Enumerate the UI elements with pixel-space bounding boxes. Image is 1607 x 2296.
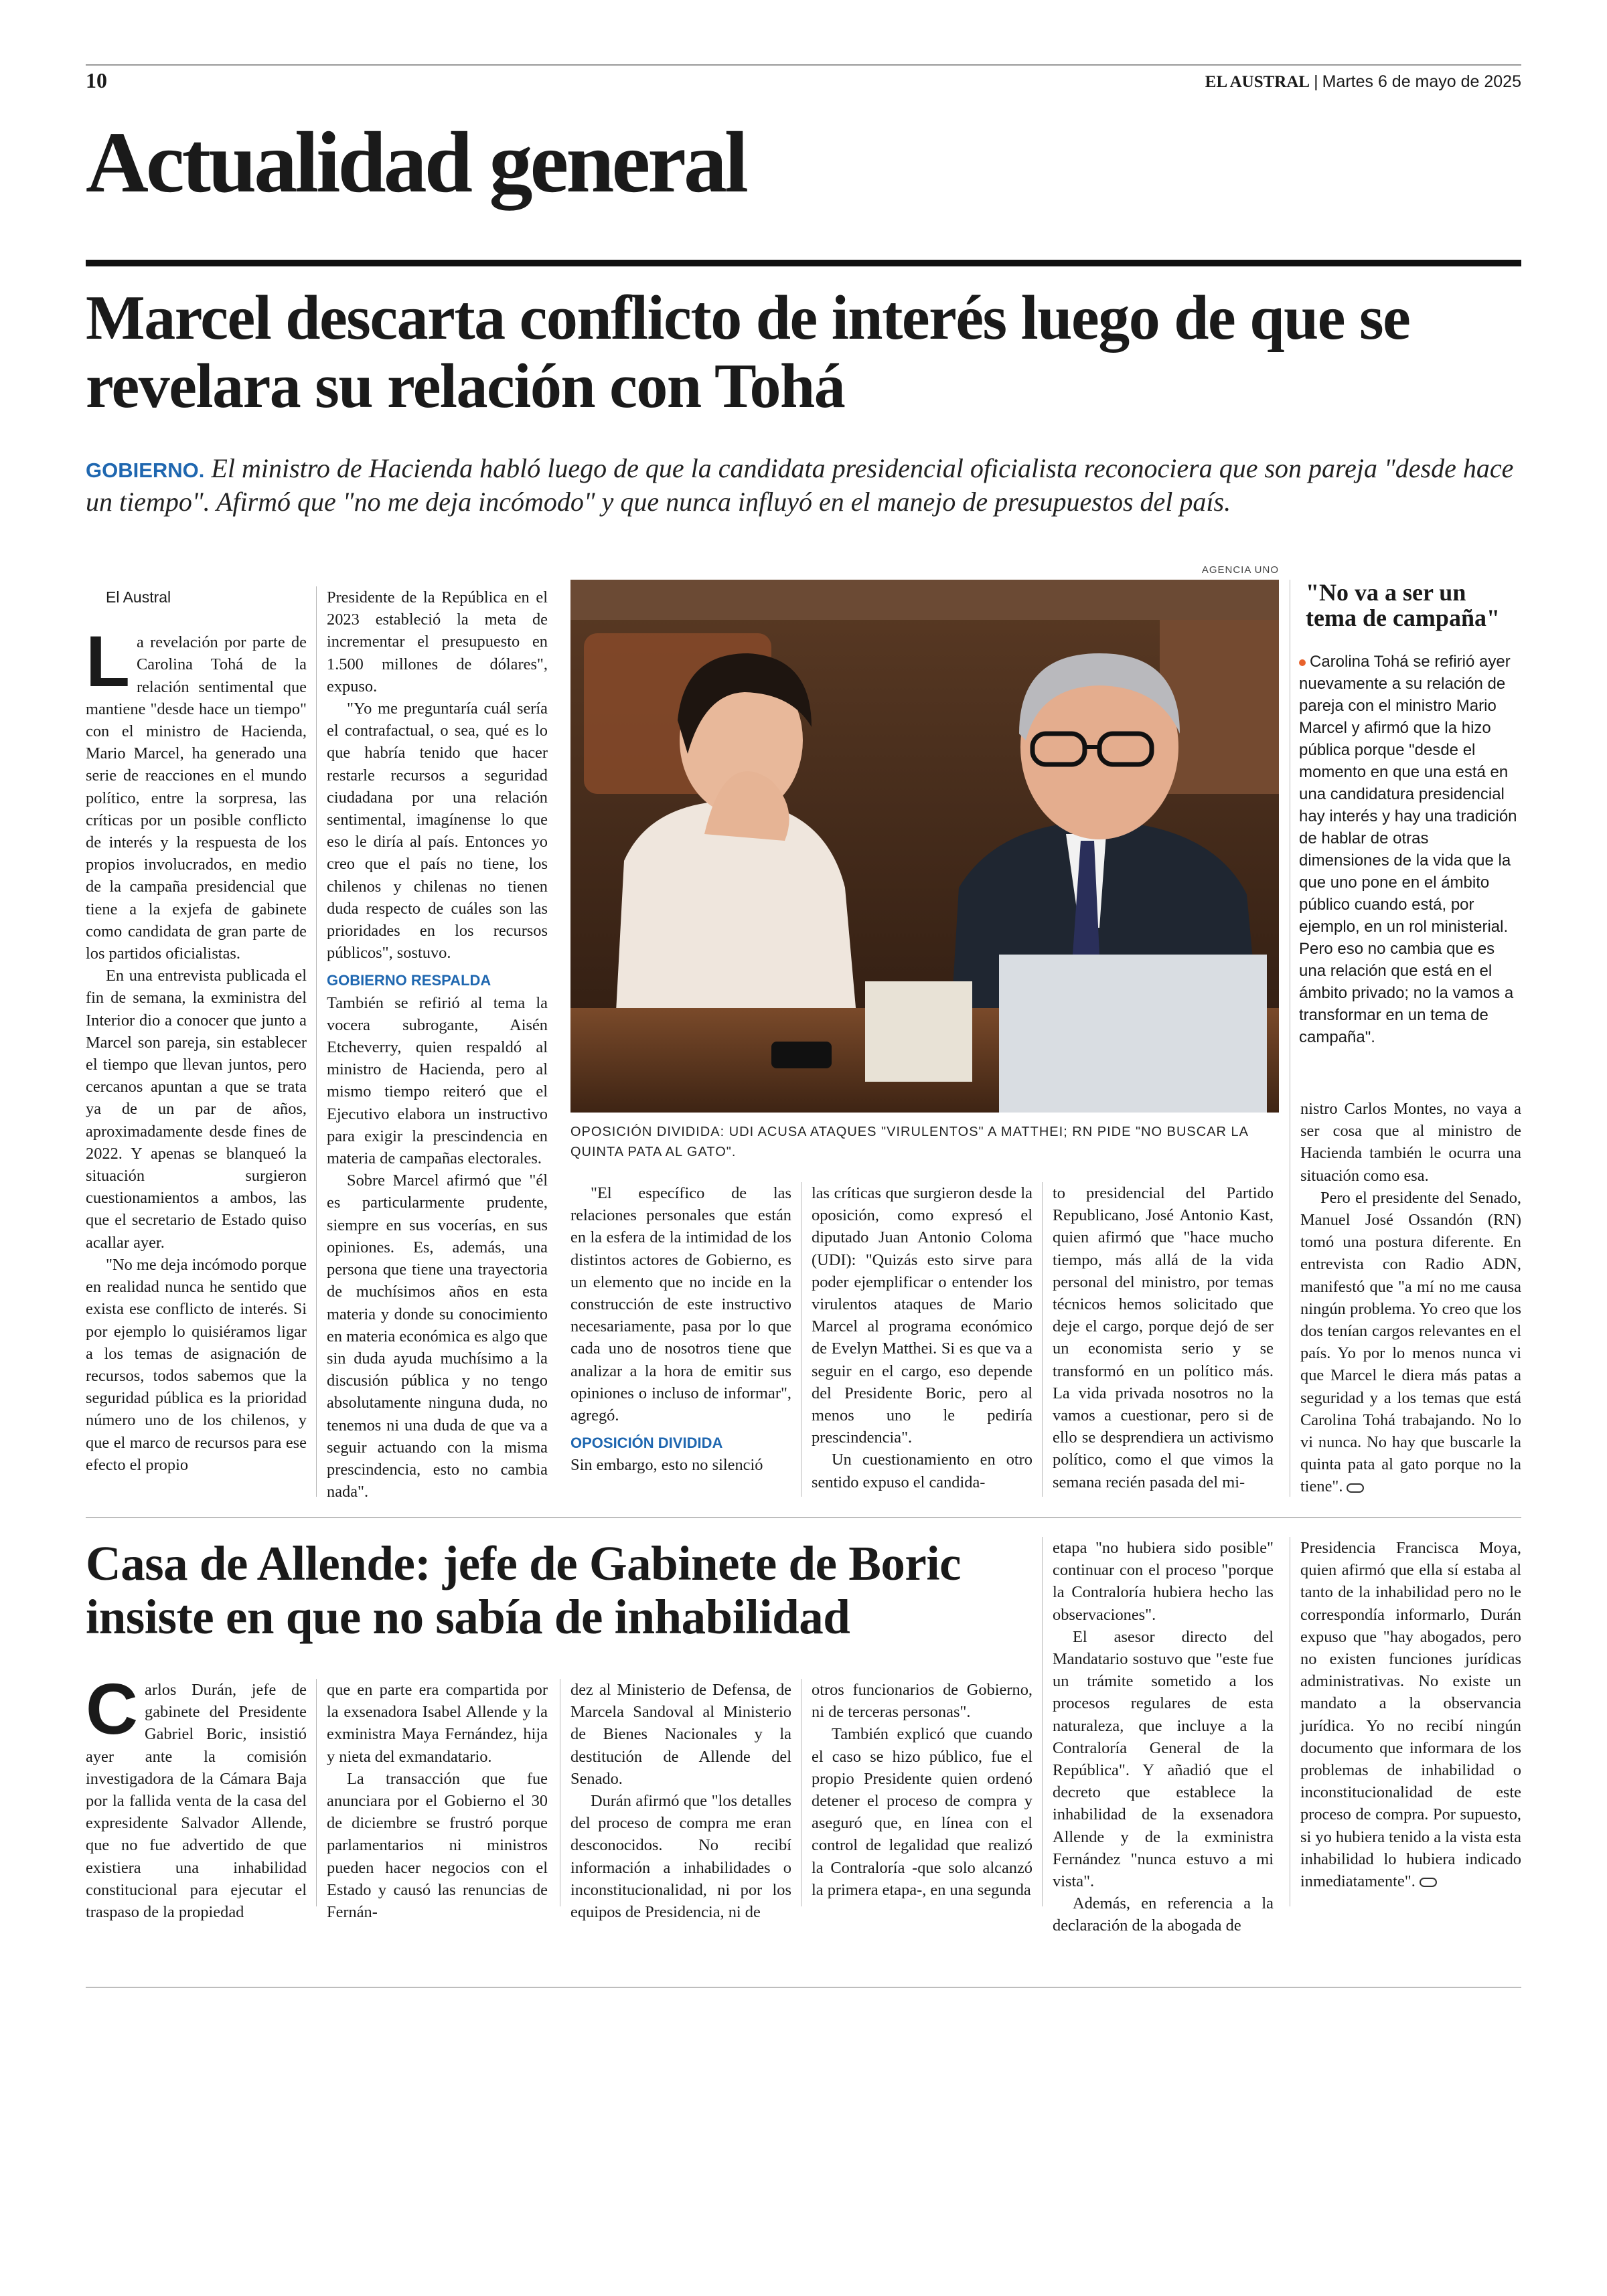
paragraph: Además, en referencia a la declaración de la abogada de [1053,1894,1274,1935]
drop-cap: C [86,1668,138,1749]
paragraph: La revelación por parte de Carolina Tohá de la relación sentimental que mantiene "desde hace un tiempo" con el ministro de Hacienda, Mario Marcel, ha generado una serie de reacciones en el mundo político, entre la sorpresa, las críticas por un posible conflicto de interés y la respuesta de los propios involucrados, en medio de la campaña presidencial que tiene a la exjefa de gabinete como candidata de gran parte de los partidos oficialistas. [86,621,307,963]
column-rule [316,1679,317,1906]
paragraph: "Yo me preguntaría cuál sería el contrafactual, o sea, qué es lo que habría tenido que hacer restarle recursos a seguridad ciudadana por una relación sentimental, imagínense lo que eso le diría al país. Entonces yo creo que el país no tiene, los chilenos y chilenas no tienen duda respecto de cuáles son las prioridades en los recursos públicos", sostuvo. [327,700,548,963]
column-rule [1042,1182,1043,1497]
issue-date: Martes 6 de mayo de 2025 [1322,72,1521,91]
paragraph: Carlos Durán, jefe de gabinete del Presidente Gabriel Boric, insistió ayer ante la comisión investigadora de la Cámara Baja por la fallida venta de la casa del expresidente Salvador Allende, que no fue advertido de que existiera una inhabilidad constitucional para ejecutar el traspaso de la propiedad [86,1668,307,1922]
photo-caption: OPOSICIÓN DIVIDIDA: UDI ACUSA ATAQUES "VIRULENTOS" A MATTHEI; RN PIDE "NO BUSCAR LA QUINTA PATA AL GATO". [570,1125,1248,1159]
photo-marcel-toha [570,580,1279,1113]
paragraph: Sin embargo, esto no silenció [570,1456,763,1475]
column-rule [1042,1537,1043,1906]
drop-cap: L [86,621,130,702]
bottom-rule [86,1987,1521,1988]
paragraph: Un cuestionamiento en otro sentido expuso el candida- [812,1451,1032,1491]
paragraph: Presidencia Francisca Moya, quien afirmó que ella sí estaba al tanto de la inhabilidad pero no le correspondía informarlo, Durán expuso que "hay abogados, pero no existen funciones jurídicas administrativas. No existe un mandato a la observancia jurídica. Yo no recibí ningún documento que informara de los problemas de inhabilidad o inconstitucionalidad de este proceso de compra. Por supuesto, si yo hubiera tenido a la vista esta inhabilidad lo hubiera indicado inmediatamente". [1300,1539,1521,1891]
article1-column-5 [1053,1182,1274,1493]
article1-column-3 [570,1182,791,1477]
paragraph: También se refirió al tema la vocera subrogante, Aisén Etcheverry, quien respaldó al ministro de Hacienda, pero al mismo tiempo reiteró que el Ejecutivo elabora un instructivo para exigir la prescindencia en materia de campañas electorales. [327,993,548,1168]
paragraph: Pero el presidente del Senado, Manuel José Ossandón (RN) tomó una postura diferente. En entrevista con Radio ADN, manifestó que "a mí no me causa ningún problema. Yo creo que los dos tenían cargos relevantes en el país. Yo por lo menos nunca vi que Marcel le diera más patas a seguridad y a los temas que está Carolina Tohá trabajando. No lo vi nunca. No hay que buscarle la quinta pata al gato porque no la tiene". [1300,1188,1521,1496]
article-divider [86,1517,1521,1518]
paragraph: El asesor directo del Mandatario sostuvo que "este fue un trámite sometido a los procesos regulares de esta naturaleza, que incluye a la Contraloría General de la República". Y añadió que el decreto que establece la inhabilidad de la exsenadora Allende y de la exministra Fernández "nunca estuvo a mi vista". [1053,1627,1274,1891]
article2-column-4 [812,1679,1032,1901]
article-photo [570,580,1279,1113]
sidebar-title: "No va a ser un tema de campaña" [1306,579,1500,631]
paragraph: las críticas que surgieron desde la oposición, como expresó el diputado Juan Antonio Coloma (UDI): "Quizás esto sirve para poder ejemplificar o entender los virulentos ataques de Mario Marcel al programa económico de Evelyn Matthei. Si es que va a seguir en el cargo, eso depende del Presidente Boric, pero al menos uno le pediría prescindencia". [812,1184,1032,1447]
deck-text: El ministro de Hacienda habló luego de que la candidata presidencial oficialista reconociera que son pareja "desde hace un tiempo". Afirmó que "no me deja incómodo" y que nunca influyó en el manejo de presupuestos del país. [86,453,1514,517]
paragraph: etapa "no hubiera sido posible" continuar con el proceso "porque la Contraloría hubiera hecho las observaciones". [1053,1539,1274,1624]
article-headline: Marcel descarta conflicto de interés luego de que se revelara su relación con Tohá [86,283,1410,421]
end-mark-icon [1420,1878,1437,1887]
paragraph: dez al Ministerio de Defensa, de Marcela Sandoval al Ministerio de Bienes Nacionales y la destitución de Allende del Senado. [570,1681,791,1788]
paragraph: nistro Carlos Montes, no vaya a ser cosa que al ministro de Hacienda también le ocurra una situación como esa. [1300,1100,1521,1185]
paragraph: "No me deja incómodo porque en realidad nunca he sentido que exista ese conflicto de interés. Si por ejemplo lo quisiéramos ligar a los temas de asignación de recursos, todos sabemos que la seguridad pública es la prioridad número uno de los chilenos, y que el marco de recursos para ese efecto el propio [86,1255,307,1474]
article1-column-4 [812,1182,1032,1493]
column-rule [316,586,317,1497]
paragraph: que en parte era compartida por la exsenadora Isabel Allende y la exministra Maya Fernández, hija y nieta del exmandatario. [327,1681,548,1766]
article1-column-1 [86,586,307,1476]
section-title: Actualidad general [86,114,747,211]
subheading-gobierno-respalda: GOBIERNO RESPALDA [327,972,491,989]
article2-column-6 [1300,1537,1521,1892]
article2-headline: Casa de Allende: jefe de Gabinete de Boric insiste en que no sabía de inhabilidad [86,1536,962,1644]
byline: El Austral [106,588,171,606]
photo-credit: AGENCIA UNO [1201,564,1279,576]
end-mark-icon [1347,1483,1364,1493]
subheading-oposicion-dividida: OPOSICIÓN DIVIDIDA [570,1434,723,1452]
paragraph: La transacción que fue anunciara por el Gobierno el 30 de diciembre se frustró porque parlamentarios ni ministros pueden hacer negocios con el Estado y causó las renuncias de Fernán- [327,1769,548,1922]
top-rule [86,64,1521,66]
article2-column-3 [570,1679,791,1923]
paragraph: Presidente de la República en el 2023 estableció la meta de incrementar el presupuesto en 1.500 millones de dólares", expuso. [327,588,548,695]
article2-column-1 [86,1668,307,1923]
article-deck [86,453,1521,517]
paragraph: Sobre Marcel afirmó que "él es particularmente prudente, siempre en sus vocerías, en sus opiniones. Es, además, una persona que tiene una trayectoria de muchísimos años en esta materia y donde su conocimiento en materia económica es algo que sin duda ayuda muchísimo a la discusión pública y no tengo absolutamente ninguna duda, no tenemos ni una duda de que va a seguir actuando con la misma prescindencia, esto no cambia nada". [327,1171,548,1501]
sidebar-text: Carolina Tohá se refirió ayer nuevamente a su relación de pareja con el ministro Mario Marcel y afirmó que la hizo pública porque "desde el momento en que una está en una candidatura presidencial hay interés y hay una tradición de hablar de otras dimensiones de la vida que la que uno pone en el ámbito público cuando está, por ejemplo, en un rol ministerial. Pero eso no cambia que es una relación que está en el ámbito privado; no la vamos a transformar en un tema de campaña". [1299,653,1517,1046]
paragraph: Durán afirmó que "los detalles del proceso de compra me eran desconocidos. No recibí información a inhabilidades o inconstitucionalidad, ni por los equipos de Presidencia, ni de [570,1792,791,1922]
deck-tag: GOBIERNO. [86,459,205,482]
article2-column-5 [1053,1537,1274,1937]
paragraph: to presidencial del Partido Republicano, José Antonio Kast, quien afirmó que "hace mucho tiempo, más allá de la vida personal del ministro, por temas técnicos hemos solicitado que deje el cargo, porque dejó de ser un economista serio y se transformó en un político más. La vida privada nosotros no la vamos a cuestionar, pero si de ello se desprendiera un activismo político, como el que vimos la semana recién pasada del mi- [1053,1184,1274,1491]
bullet-dot-icon [1299,659,1306,666]
article2-column-2 [327,1679,548,1923]
article1-column-2 [327,586,548,1503]
article1-column-6 [1300,1098,1521,1498]
page-number: 10 [86,68,107,92]
paragraph: otros funcionarios de Gobierno, ni de terceras personas". [812,1681,1032,1722]
section-rule [86,260,1521,266]
publication-name: EL AUSTRAL [1205,73,1310,91]
paragraph: "El específico de las relaciones personales que están en la esfera de la intimidad de los distintos actores de Gobierno, es un elemento que no incide en la construcción de este instructivo necesariamente, pasa por lo que cada uno de nosotros tiene que analizar a la hora de emitir sus opiniones o incluso de informar", agregó. [570,1184,791,1425]
paragraph: En una entrevista publicada el fin de semana, la exministra del Interior dio a conocer que junto a Marcel son pareja, sin establecer el tiempo que llevan juntos, pero cercanos apuntan a que se trata ya de un par de años, aproximadamente desde fines de 2022. Y apenas se blanqueó la situación surgieron cuestionamientos a ambos, las que el secretario de Estado quiso acallar ayer. [86,967,307,1252]
paragraph: También explicó que cuando el caso se hizo público, fue el propio Presidente quien ordenó detener el proceso de compra y aseguró que, en línea con el control de legalidad que realizó la Contraloría -que solo alcanzó la primera etapa-, en una segunda [812,1725,1032,1899]
folio: EL AUSTRAL | Martes 6 de mayo de 2025 [1205,72,1521,91]
